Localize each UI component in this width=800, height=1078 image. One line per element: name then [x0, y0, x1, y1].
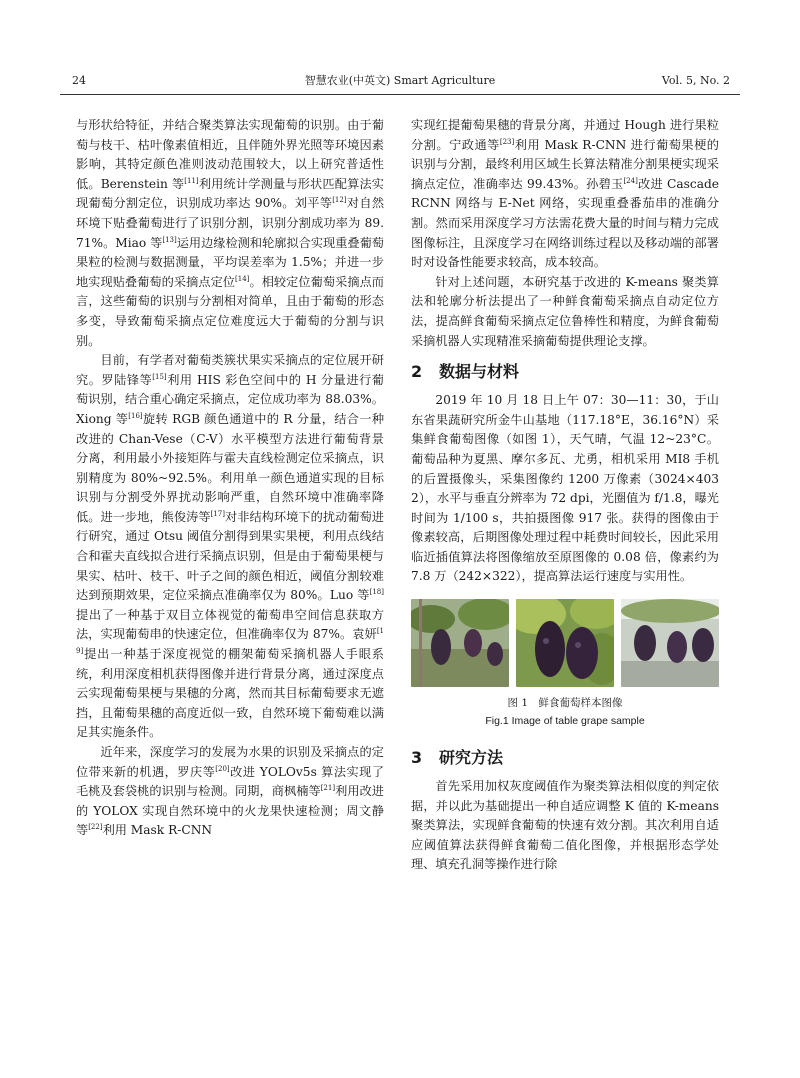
grape-photo-1	[411, 599, 509, 687]
paragraph: 针对上述问题，本研究基于改进的 K-means 聚类算法和轮廓分析法提出了一种鲜食葡萄采摘点自动定位方法，提高鲜食葡萄采摘点定位鲁棒性和精度，为鲜食葡萄采摘机器人实现精准采摘葡萄提供理论支撑。	[411, 274, 719, 348]
running-header	[60, 72, 740, 92]
paragraph: 近年来，深度学习的发展为水果的识别及采摘点的定位带来新的机遇，罗庆等[20]改进 YOLOv5s 算法实现了毛桃及套袋桃的识别与检测。同期，商枫楠等[21]利用改进的 YOLOX 实现自然环境中的火龙果快速检测；周文静等[22]利用 Mask R-CNN	[76, 745, 385, 838]
paragraph: 实现红提葡萄果穗的背景分离，并通过 Hough 进行果粒分割。宁政通等[23]利用 Mask R-CNN 进行葡萄果梗的识别与分割，最终利用区域生长算法精准分割果梗实现采摘点定位，准确率达 99.43%。孙碧玉[24]改进 Cascade RCNN 网络与 E-Net 网络，实现重叠番茄串的准确分割。然而采用深度学习方法需花费大量的时间与精力完成图像标注，且深度学习在网络训练过程以及移动端的部署时对设备性能要求较高，成本较高。	[411, 118, 719, 270]
header-rule	[60, 94, 740, 95]
section-number: 2	[411, 362, 423, 382]
figure-caption-en: Fig.1 Image of table grape sample	[485, 715, 645, 728]
paragraph: 目前，有学者对葡萄类簇状果实采摘点的定位展开研究。罗陆锋等[15]利用 HIS 彩色空间中的 H 分量进行葡萄识别，结合重心确定采摘点，定位成功率为 88.03%。Xiong 等[16]旋转 RGB 颜色通道中的 R 分量，结合一种改进的 Chan-Vese（C-V）水平模型方法进行葡萄背景分离，利用最小外接矩阵与霍夫直线检测定位采摘点，识别精度为 80%~92.5%。利用单一颜色通道实现的目标识别与分割受外界扰动影响严重，自然环境中准确率降低。进一步地，熊俊涛等[17]对非结构环境下的扰动葡萄进行研究，通过 Otsu 阈值分割得到果实果梗，利用点线结合和霍夫直线拟合进行采摘点识别，但是由于葡萄果梗与果实、枯叶、枝干、叶子之间的颜色相近，阈值分割较难达到预期效果，定位采摘点准确率仅为 80%。Luo 等[18]提出了一种基于双目立体视觉的葡萄串空间信息获取方法，实现葡萄串的快速定位，但准确率仅为 87%。袁妍[19]提出一种基于深度视觉的棚架葡萄采摘机器人手眼系统，利用深度相机获得图像并进行背景分离，通过深度点云实现葡萄果梗与果穗的分离，然而其目标葡萄要求无遮挡，且葡萄果穗的高度近似一致，自然环境下葡萄难以满足其实施条件。	[76, 353, 385, 740]
section-heading-2	[411, 361, 719, 383]
grape-photo-3	[621, 599, 719, 687]
right-column	[411, 116, 719, 875]
section-heading-3	[411, 747, 719, 769]
journal-title: 智慧农业(中英文) Smart Agriculture	[304, 74, 496, 87]
section-number: 3	[411, 748, 423, 768]
figure-photos	[411, 599, 719, 687]
figure-1	[411, 599, 719, 729]
paragraph: 首先采用加权灰度阈值作为聚类算法相似度的判定依据，并以此为基础提出一种自适应调整 K 值的 K-means 聚类算法，实现鲜食葡萄的快速有效分割。其次利用自适应阈值算法获得鲜食葡萄二值化图像，并根据形态学处理、填充孔洞等操作进行除	[411, 779, 719, 872]
grape-photo-2	[516, 599, 614, 687]
paragraph: 与形状给特征，并结合聚类算法实现葡萄的识别。由于葡萄与枝干、枯叶像素值相近，且伴随外界光照等环境因素影响，其特定颜色准则波动范围较大，以上研究普适性低。Berenstein 等[11]利用统计学测量与形状匹配算法实现葡萄分割定位，识别成功率达 90%。刘平等[12]对自然环境下贴叠葡萄进行了识别分割，识别分割成功率为 89.71%。Miao 等[13]运用边缘检测和轮廓拟合实现重叠葡萄果粒的检测与数据测量，平均误差率为 1.5%；并进一步地实现贴叠葡萄的采摘点定位[14]。相较定位葡萄采摘点而言，这些葡萄的识别与分割相对简单，且由于葡萄的形态多变，导致葡萄采摘点定位难度远大于葡萄的分割与识别。	[76, 118, 385, 348]
left-column	[76, 116, 384, 841]
volume-issue: Vol. 5, No. 2	[661, 74, 730, 87]
paragraph: 2019 年 10 月 18 日上午 07：30—11：30，于山东省果蔬研究所金牛山基地（117.18°E，36.16°N）采集鲜食葡萄图像（如图 1），天气晴，气温 12~23°C。葡萄品种为夏黑、摩尔多瓦、尤勇，相机采用 MI8 手机的后置摄像头，采集图像约 1200 万像素（3024×4032），水平与垂直分辨率为 72 dpi，光圈值为 f/1.8，曝光时间为 1/100 s，共拍摄图像 917 张。获得的图像由于像素较高，后期图像处理过程中耗费时间较长，因此采用临近插值算法将图像缩放至原图像的 0.08 倍，像素约为 7.8 万（242×322），提高算法运行速度与实用性。	[411, 393, 719, 584]
section-title: 数据与材料	[439, 362, 520, 382]
section-title: 研究方法	[439, 748, 504, 768]
figure-caption-cn: 图 1 鲜食葡萄样本图像	[507, 697, 623, 710]
page-number: 24	[72, 74, 86, 87]
